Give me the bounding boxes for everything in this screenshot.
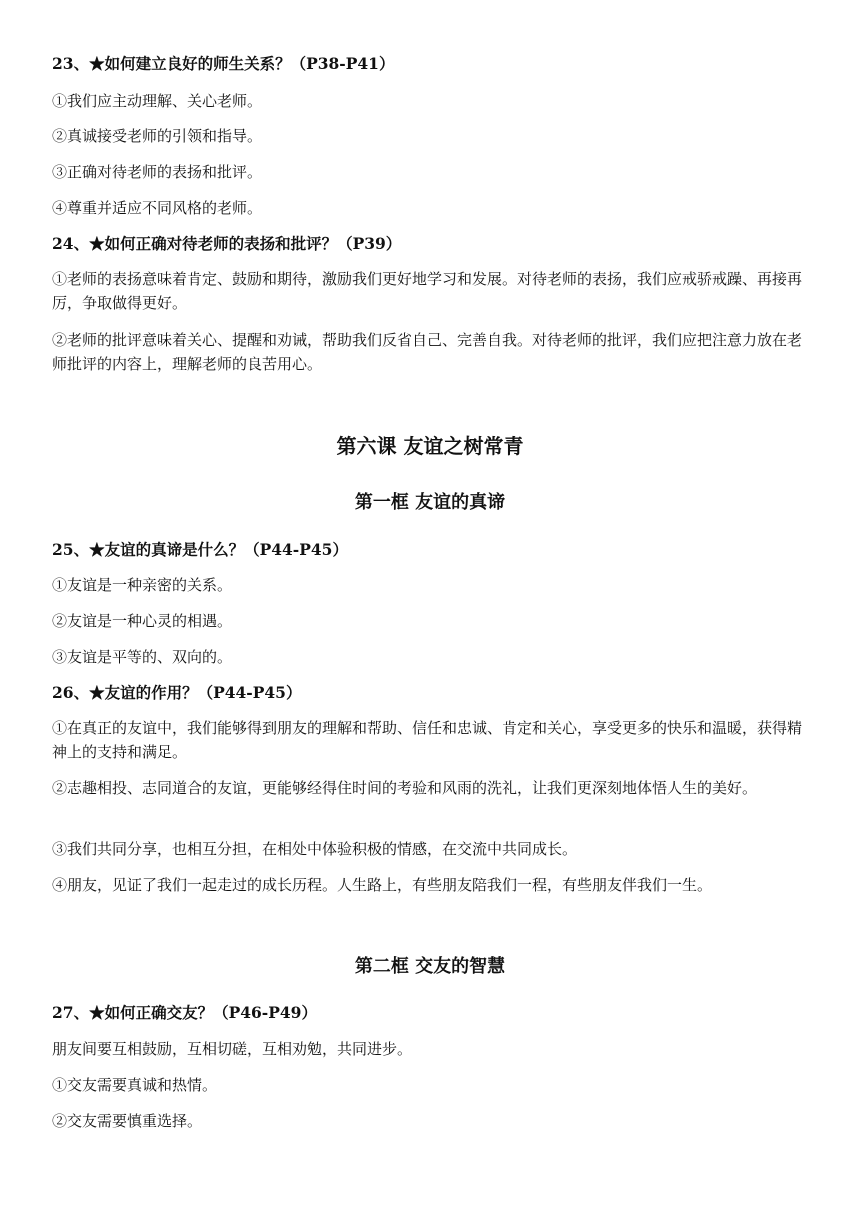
answer-26-4: ④朋友，见证了我们一起走过的成长历程。人生路上，有些朋友陪我们一程，有些朋友伴我们一生。 <box>52 876 713 894</box>
answer-27-2: ②交友需要慎重选择。 <box>52 1112 203 1130</box>
answer-23-3: ③正确对待老师的表扬和批评。 <box>52 163 263 181</box>
question-25: 25、★友谊的真谛是什么？（P44-P45） <box>52 540 348 559</box>
answer-23-4: ④尊重并适应不同风格的老师。 <box>52 199 263 217</box>
answer-25-3: ③友谊是平等的、双向的。 <box>52 648 233 666</box>
section-title-1: 第一框 友谊的真谛 <box>354 492 506 513</box>
answer-27-intro: 朋友间要互相鼓励，互相切磋，互相劝勉，共同进步。 <box>52 1040 413 1058</box>
answer-24-2: ②老师的批评意味着关心、提醒和劝诫，帮助我们反省自己、完善自我。对待老师的批评，我们应把注意力放在老师批评的内容上，理解老师的良苦用心。 <box>52 331 803 373</box>
answer-25-2: ②友谊是一种心灵的相遇。 <box>52 612 233 630</box>
question-27: 27、★如何正确交友？（P46-P49） <box>52 1003 317 1022</box>
answer-25-1: ①友谊是一种亲密的关系。 <box>52 576 233 594</box>
question-23: 23、★如何建立良好的师生关系？（P38-P41） <box>52 54 395 73</box>
question-24: 24、★如何正确对待老师的表扬和批评？（P39） <box>52 234 402 253</box>
answer-23-1: ①我们应主动理解、关心老师。 <box>52 92 263 110</box>
section-title-2: 第二框 交友的智慧 <box>354 956 506 977</box>
answer-23-2: ②真诚接受老师的引领和指导。 <box>52 127 263 145</box>
answer-26-3: ③我们共同分享，也相互分担，在相处中体验积极的情感，在交流中共同成长。 <box>52 840 578 858</box>
answer-27-1: ①交友需要真诚和热情。 <box>52 1076 218 1094</box>
answer-26-2: ②志趣相投、志同道合的友谊，更能够经得住时间的考验和风雨的洗礼，让我们更深刻地体悟人生的美好。 <box>52 779 758 797</box>
lesson-title: 第六课 友谊之树常青 <box>336 434 524 458</box>
answer-26-1: ①在真正的友谊中，我们能够得到朋友的理解和帮助、信任和忠诚、肯定和关心，享受更多的快乐和温暖，获得精神上的支持和满足。 <box>52 719 803 761</box>
question-26: 26、★友谊的作用？（P44-P45） <box>52 683 302 702</box>
answer-24-1: ①老师的表扬意味着肯定、鼓励和期待，激励我们更好地学习和发展。对待老师的表扬，我们应戒骄戒躁、再接再厉，争取做得更好。 <box>52 270 803 312</box>
